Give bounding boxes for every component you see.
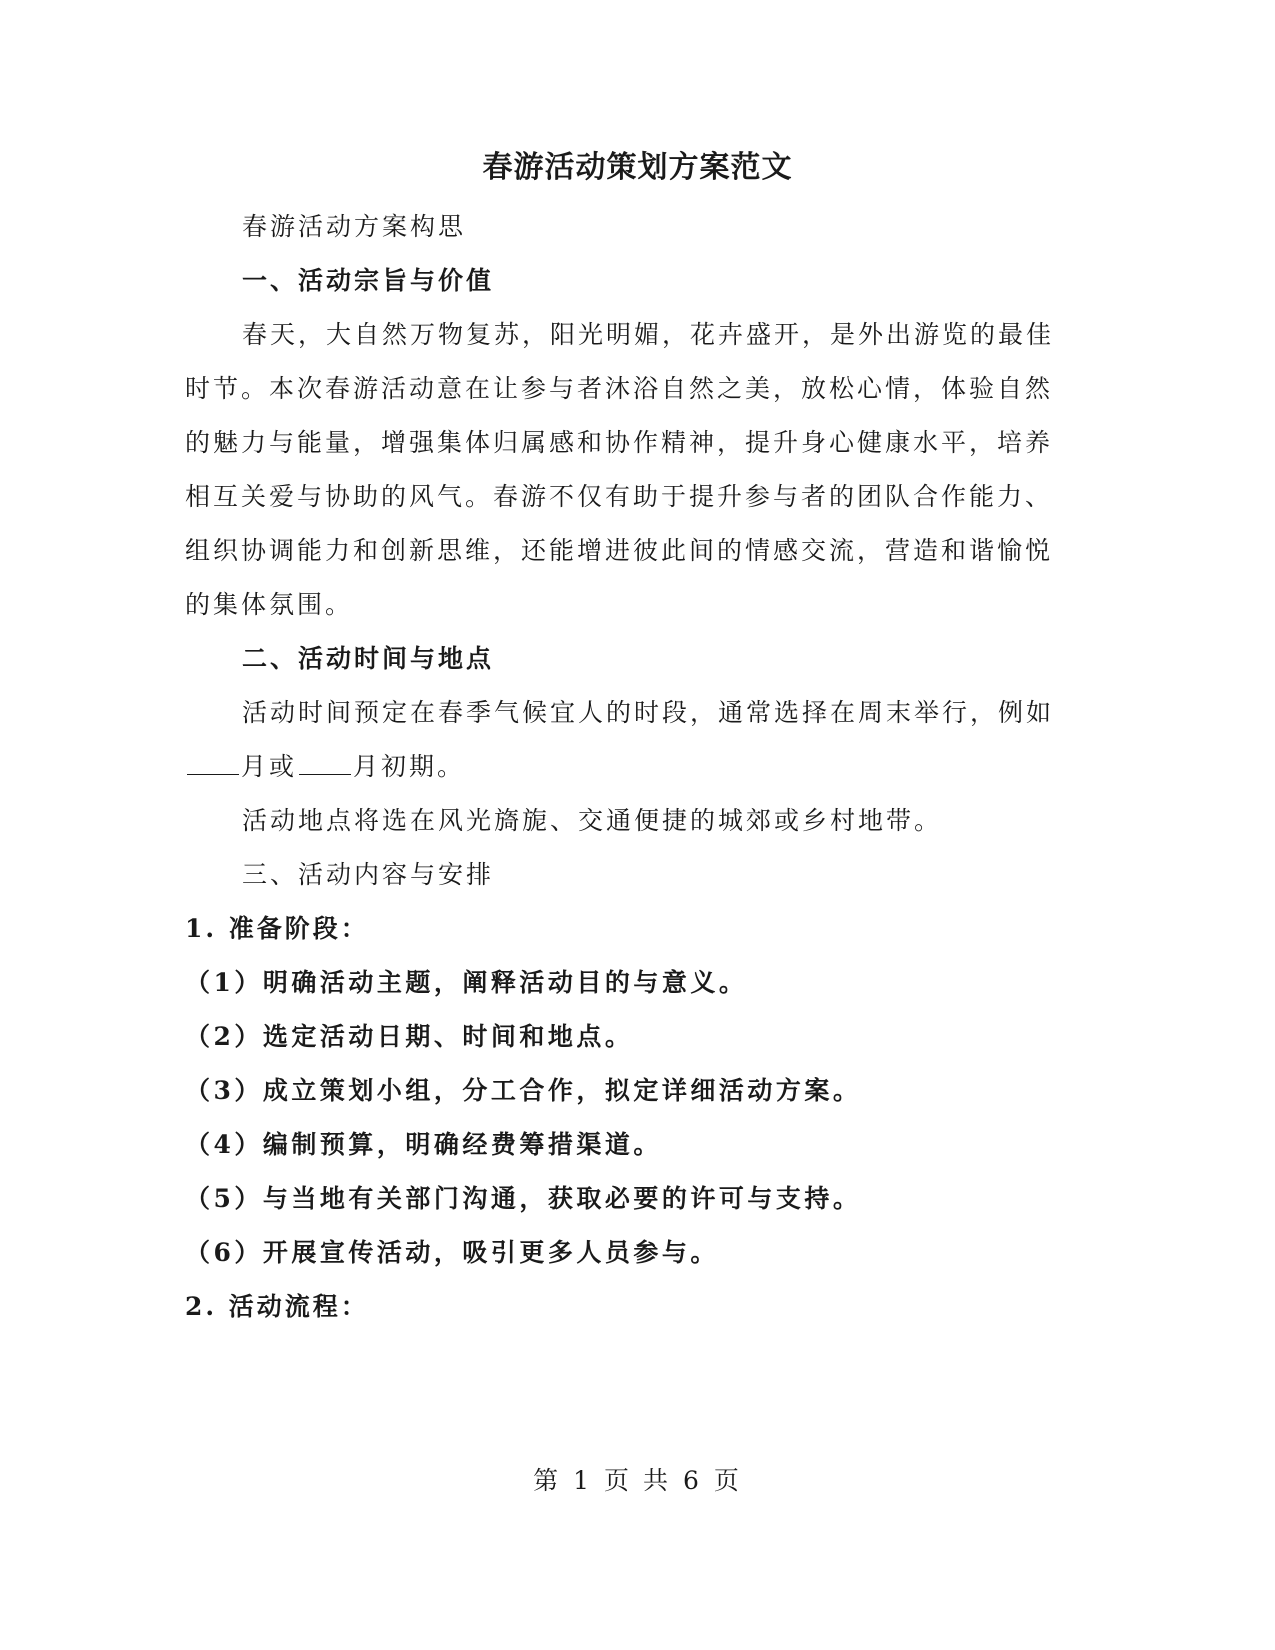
total-pages-number: 6 bbox=[682, 1466, 702, 1495]
paragraph-purpose: 春天，大自然万物复苏，阳光明媚，花卉盛开，是外出游览的最佳时节。本次春游活动意在让参与者沐浴自然之美，放松心情，体验自然的魅力与能量，增强集体归属感和协作精神，提升身心健康水平，培养相互关爱与协助的风气。春游不仅有助于提升参与者的团队合作能力、组织协调能力和创新思维，还能增进彼此间的情感交流，营造和谐愉悦的集体氛围。 bbox=[185, 320, 1055, 619]
list-item: （5）与当地有关部门沟通，获取必要的许可与支持。 bbox=[185, 1184, 862, 1213]
time-text-part2: 月或 bbox=[241, 752, 298, 781]
stage-heading-preparation: 1. 准备阶段： bbox=[185, 914, 369, 943]
page-footer bbox=[0, 1461, 1275, 1497]
footer-middle: 页 共 bbox=[604, 1466, 671, 1495]
list-item: （2）选定活动日期、时间和地点。 bbox=[185, 1022, 634, 1051]
current-page-number: 1 bbox=[573, 1466, 593, 1495]
footer-suffix: 页 bbox=[713, 1466, 742, 1495]
time-text-part1: 活动时间预定在春季气候宜人的时段，通常选择在周末举行，例如 bbox=[242, 698, 1055, 727]
list-item: （1）明确活动主题，阐释活动目的与意义。 bbox=[185, 968, 748, 997]
list-item: （3）成立策划小组，分工合作，拟定详细活动方案。 bbox=[185, 1076, 862, 1105]
document-subtitle: 春游活动方案构思 bbox=[242, 212, 467, 241]
paragraph-place: 活动地点将选在风光旖旎、交通便捷的城郊或乡村地带。 bbox=[242, 806, 943, 835]
paragraph-time bbox=[185, 686, 1065, 794]
section-heading-purpose: 一、活动宗旨与价值 bbox=[242, 266, 495, 295]
month-blank-2 bbox=[299, 744, 351, 775]
footer-prefix: 第 bbox=[533, 1466, 562, 1495]
section-heading-content: 三、活动内容与安排 bbox=[242, 860, 495, 889]
list-item: （4）编制预算，明确经费筹措渠道。 bbox=[185, 1130, 662, 1159]
document-title: 春游活动策划方案范文 bbox=[482, 150, 793, 185]
time-text-part3: 月初期。 bbox=[353, 752, 466, 781]
month-blank-1 bbox=[187, 744, 239, 775]
section-heading-time-place: 二、活动时间与地点 bbox=[242, 644, 495, 673]
stage-heading-process: 2. 活动流程： bbox=[185, 1292, 369, 1321]
document-body bbox=[185, 200, 1065, 1334]
list-item: （6）开展宣传活动，吸引更多人员参与。 bbox=[185, 1238, 719, 1267]
